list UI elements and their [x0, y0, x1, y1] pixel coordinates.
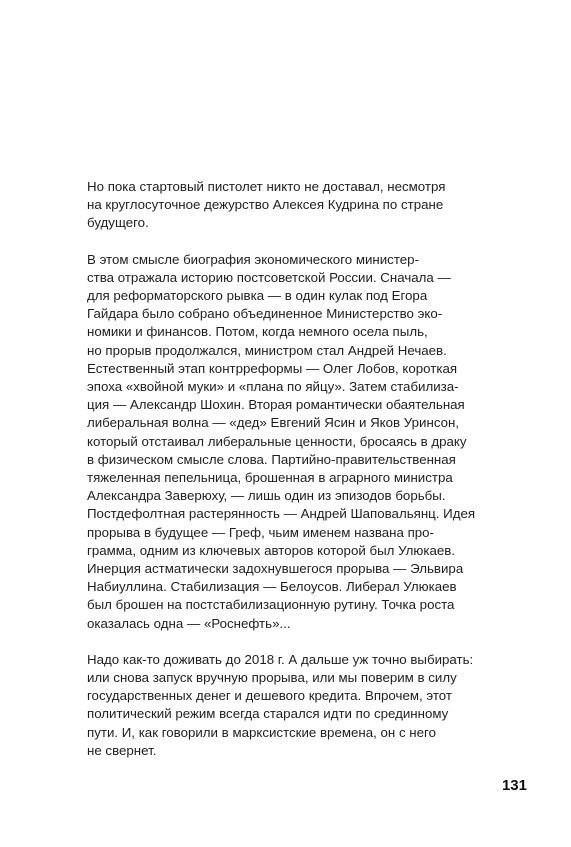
- paragraph-3: [87, 651, 487, 760]
- text-line: Инерция астматически задохнувшегося прорыва — Эльвира: [87, 561, 464, 577]
- text-line: но прорыв продолжался, министром стал Андрей Нечаев.: [87, 342, 447, 358]
- text-line: пути. И, как говорили в марксистские времена, он с него: [87, 724, 436, 740]
- text-line: в физическом смысле слова. Партийно-правительственная: [87, 451, 456, 467]
- text-line: тяжеленная пепельница, брошенная в аграрного министра: [87, 470, 453, 486]
- text-line: Естественный этап контрреформы — Олег Лобов, короткая: [87, 360, 458, 376]
- text-line: не свернет.: [87, 742, 157, 758]
- text-line: Но пока стартовый пистолет никто не доставал, несмотря: [87, 179, 446, 194]
- text-line: который отстаивал либеральные ценности, бросаясь в драку: [87, 433, 467, 449]
- text-line: государственных денег и дешевого кредита. Впрочем, этот: [87, 688, 452, 704]
- text-line: Надо как-то доживать до 2018 г. А дальше уж точно выбирать:: [87, 651, 474, 667]
- text-line: или снова запуск вручную прорыва, или мы поверим в силу: [87, 670, 457, 686]
- paragraph-gap: [87, 633, 487, 651]
- text-line: эпоха «хвойной муки» и «плана по яйцу». Затем стабилиза-: [87, 379, 459, 395]
- text-line: либеральная волна — «дед» Евгений Ясин и Яков Уринсон,: [87, 415, 460, 431]
- text-line: Александра Заверюху, — лишь один из эпизодов борьбы.: [87, 488, 446, 504]
- text-line: ства отражала историю постсоветской России. Сначала —: [87, 269, 451, 285]
- text-line: грамма, одним из ключевых авторов которой был Улюкаев.: [87, 542, 456, 558]
- text-line: Набиуллина. Стабилизация — Белоусов. Либерал Улюкаев: [87, 579, 457, 595]
- text-line: номики и финансов. Потом, когда немного осела пыль,: [87, 324, 428, 340]
- paragraph-2: [87, 251, 487, 633]
- text-line: ция — Александр Шохин. Вторая романтически обаятельная: [87, 397, 465, 413]
- text-line: В этом смысле биография экономического министер-: [87, 251, 419, 267]
- text-line: политический режим всегда старался идти по срединному: [87, 706, 449, 722]
- body-text: [87, 178, 487, 760]
- text-line: будущего.: [87, 215, 149, 231]
- text-line: Гайдара было собрано объединенное Министерство эко-: [87, 306, 443, 322]
- paragraph-gap: [87, 233, 487, 251]
- text-line: на круглосуточное дежурство Алексея Кудрина по стране: [87, 197, 444, 213]
- page-number: 131: [501, 777, 527, 794]
- text-line: прорыва в будущее — Греф, чьим именем названа про-: [87, 524, 434, 540]
- text-line: оказалась одна — «Роснефть»...: [87, 615, 291, 631]
- text-line: Постдефолтная растерянность — Андрей Шаповальянц. Идея: [87, 506, 476, 522]
- paragraph-1: [87, 178, 487, 233]
- text-line: был брошен на постстабилизационную рутину. Точка роста: [87, 597, 455, 613]
- text-line: для реформаторского рывка — в один кулак под Егора: [87, 288, 428, 304]
